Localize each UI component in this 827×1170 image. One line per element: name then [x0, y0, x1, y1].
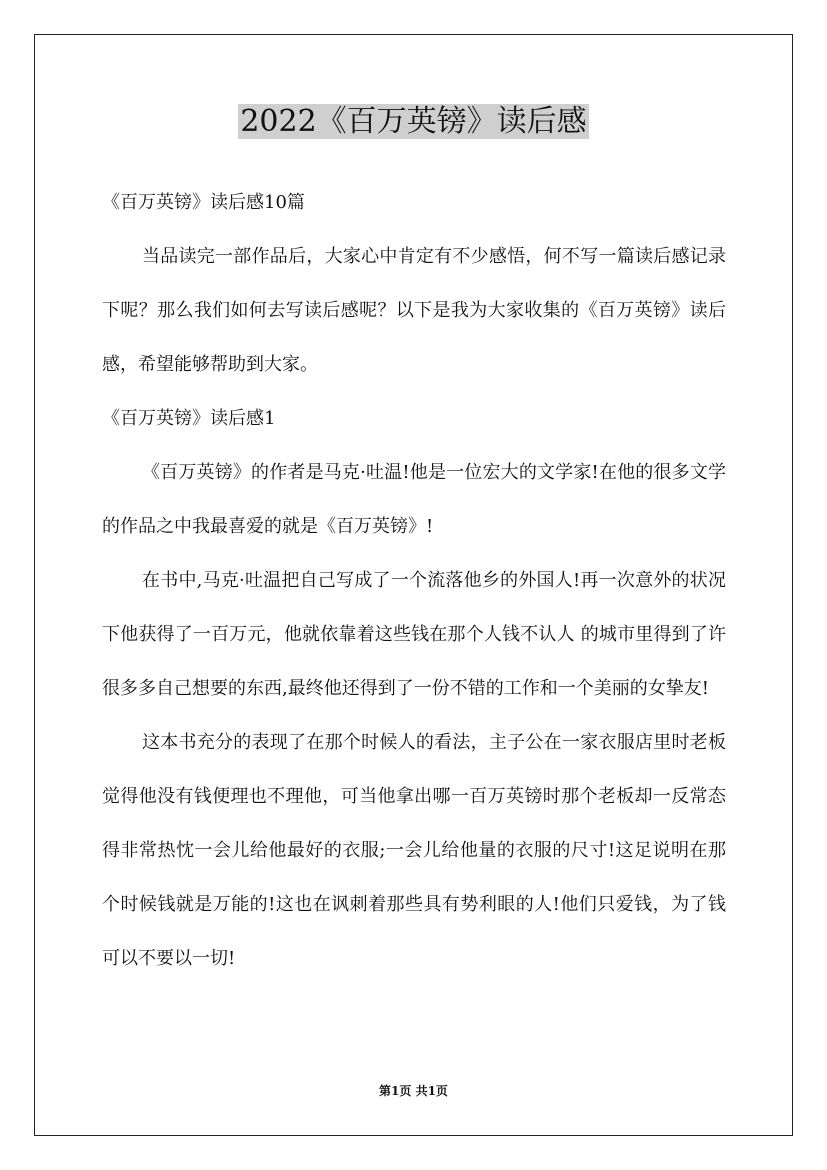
document-title-text: 2022《百万英镑》读后感 [240, 104, 587, 139]
paragraph-body-2: 在书中,马克·吐温把自己写成了一个流落他乡的外国人!再一次意外的状况下他获得了一百万元，他就依靠着这些钱在那个人钱不认人 的城市里得到了许很多多自己想要的东西,最终他还得到了一份不错的工作和一个美丽的女挚友! [102, 570, 726, 699]
paragraph-section-heading: 《百万英镑》读后感1 [102, 408, 276, 429]
page-footer [0, 1082, 827, 1100]
paragraph-body-3: 这本书充分的表现了在那个时候人的看法，主子公在一家衣服店里时老板觉得他没有钱便理也不理他，可当他拿出哪一百万英镑时那个老板却一反常态得非常热忱一会儿给他最好的衣服;一会儿给他量的衣服的尺寸!这足说明在那个时候钱就是万能的!这也在讽刺着那些具有势利眼的人!他们只爱钱，为了钱可以不要以一切! [102, 732, 726, 969]
document-body [102, 176, 726, 986]
paragraph-intro: 当品读完一部作品后，大家心中肯定有不少感悟，何不写一篇读后感记录下呢？那么我们如何去写读后感呢？以下是我为大家收集的《百万英镑》读后感，希望能够帮助到大家。 [102, 246, 726, 375]
document-title [0, 100, 827, 144]
page-number: 第1页 共1页 [379, 1084, 448, 1098]
paragraph-subtitle: 《百万英镑》读后感10篇 [102, 192, 305, 213]
paragraph-body-1: 《百万英镑》的作者是马克·吐温!他是一位宏大的文学家!在他的很多文学的作品之中我最喜爱的就是《百万英镑》! [102, 462, 726, 537]
